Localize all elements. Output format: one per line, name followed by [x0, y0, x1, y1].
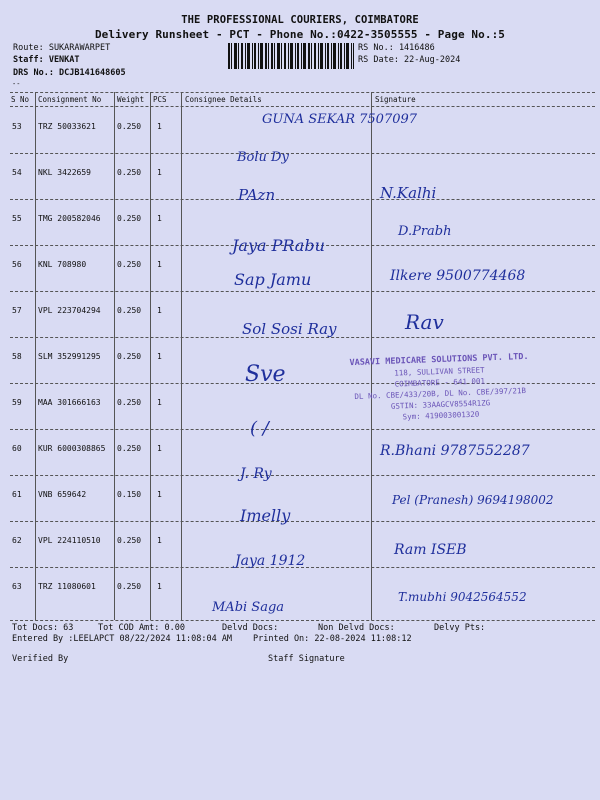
printed-on: Printed On: 22-08-2024 11:08:12 [253, 634, 412, 644]
stamp-address-line: COIMBATORE - 641 001 [394, 376, 486, 389]
row-weight: 0.250 [117, 352, 142, 361]
row-sno: 60 [12, 444, 22, 453]
row-consignment-no: NKL 3422659 [38, 168, 91, 177]
row-sno: 57 [12, 306, 22, 315]
stamp-number-line: Sym: 419003001320 [402, 409, 480, 422]
handwritten-signature: T.mubhi 9042564552 [398, 590, 527, 604]
row-consignment-no: VPL 224110510 [38, 536, 101, 545]
handwritten-signature: N.Kalhi [380, 184, 437, 202]
row-weight: 0.250 [117, 444, 142, 453]
handwritten-signature: D.Prabh [398, 224, 452, 239]
row-consignment-no: TRZ 50033621 [38, 122, 96, 131]
row-pcs: 1 [157, 536, 162, 545]
row-sno: 63 [12, 582, 22, 591]
stamp-company-name: VASAVI MEDICARE SOLUTIONS PVT. LTD. [349, 351, 529, 369]
handwritten-consignee: Sol Sosi Ray [242, 320, 337, 338]
row-consignment-no: KNL 708980 [38, 260, 87, 269]
table-end-rule [10, 620, 595, 621]
entered-by: Entered By :LEELAPCT 08/22/2024 11:08:04 AM [12, 634, 233, 644]
company-stamp [339, 352, 541, 425]
row-weight: 0.250 [117, 306, 142, 315]
handwritten-consignee: ( / [250, 418, 269, 439]
row-sno: 53 [12, 122, 22, 131]
handwritten-signature: Pel (Pranesh) 9694198002 [392, 493, 554, 507]
handwritten-consignee: Sve [245, 362, 286, 387]
handwritten-consignee: Sap Jamu [234, 270, 312, 289]
non-delivered-docs: Non Delvd Docs: [318, 623, 395, 633]
row-pcs: 1 [157, 168, 162, 177]
row-pcs: 1 [157, 352, 162, 361]
verified-by: Verified By [12, 654, 69, 664]
handwritten-signature: Rav [405, 310, 444, 334]
handwritten-consignee: Bolu Dy [237, 150, 289, 165]
dash-marks: -- [12, 80, 21, 88]
runsheet-title: Delivery Runsheet - PCT - Phone No.:0422-3505555 - Page No.:5 [94, 28, 506, 41]
row-weight: 0.250 [117, 122, 142, 131]
row-weight: 0.250 [117, 582, 142, 591]
company-title: THE PROFESSIONAL COURIERS, COIMBATORE [181, 14, 419, 26]
row-weight: 0.250 [117, 214, 142, 223]
row-pcs: 1 [157, 260, 162, 269]
staff-signature: Staff Signature [268, 654, 345, 664]
stamp-address-line: 118, SULLIVAN STREET [394, 365, 485, 378]
staff-label: Staff: VENKAT [13, 55, 80, 65]
table-row [0, 154, 600, 200]
handwritten-consignee: J. Ry [240, 466, 272, 482]
row-consignment-no: SLM 352991295 [38, 352, 101, 361]
row-sno: 62 [12, 536, 22, 545]
row-sno: 61 [12, 490, 22, 499]
delivery-points: Delvy Pts: [434, 623, 486, 633]
row-weight: 0.250 [117, 536, 142, 545]
barcode [228, 43, 354, 69]
drs-number: DRS No.: DCJB141648605 [13, 68, 126, 78]
col-header-weight: Weight [117, 95, 145, 104]
row-consignment-no: KUR 6000308865 [38, 444, 106, 453]
route-label: Route: SUKARAWARPET [13, 43, 111, 53]
col-header-pcs: PCS [153, 95, 167, 104]
row-pcs: 1 [157, 444, 162, 453]
row-pcs: 1 [157, 214, 162, 223]
row-weight: 0.250 [117, 168, 142, 177]
stamp-gstin-line: GSTIN: 33AAGCV8554R1ZG [390, 398, 491, 411]
row-sno: 55 [12, 214, 22, 223]
col-header-signature: Signature [375, 95, 416, 104]
row-consignment-no: VNB 659642 [38, 490, 87, 499]
handwritten-consignee: PAzn [238, 186, 276, 204]
handwritten-signature: R.Bhani 9787552287 [380, 443, 530, 459]
handwritten-consignee: Jaya 1912 [235, 553, 306, 569]
stamp-license-line: DL No. CBE/433/20B, DL No. CBE/397/21B [354, 386, 527, 401]
row-pcs: 1 [157, 122, 162, 131]
delivered-docs: Delvd Docs: [222, 623, 279, 633]
row-pcs: 1 [157, 490, 162, 499]
row-pcs: 1 [157, 582, 162, 591]
row-pcs: 1 [157, 398, 162, 407]
col-header-sno: S No [11, 95, 30, 104]
row-weight: 0.250 [117, 260, 142, 269]
header-rule [10, 92, 595, 93]
row-consignment-no: TRZ 11080601 [38, 582, 96, 591]
handwritten-signature: Ilkere 9500774468 [390, 268, 526, 284]
row-sno: 59 [12, 398, 22, 407]
total-cod-amount: Tot COD Amt: 0.00 [98, 623, 185, 633]
col-header-consignment: Consignment No [38, 95, 102, 104]
handwritten-signature: Ram ISEB [394, 542, 467, 558]
row-consignment-no: TMG 200582046 [38, 214, 101, 223]
handwritten-consignee: MAbi Saga [212, 600, 285, 615]
column-header-rule [10, 106, 595, 107]
rs-number: RS No.: 1416486 [358, 43, 435, 53]
total-docs: Tot Docs: 63 [12, 623, 74, 633]
col-header-consignee: Consignee Details [185, 95, 262, 104]
row-consignment-no: VPL 223704294 [38, 306, 101, 315]
row-sno: 54 [12, 168, 22, 177]
rs-date: RS Date: 22-Aug-2024 [358, 55, 461, 65]
row-weight: 0.250 [117, 398, 142, 407]
handwritten-consignee: GUNA SEKAR 7507097 [262, 112, 418, 127]
row-pcs: 1 [157, 306, 162, 315]
handwritten-consignee: Jaya PRabu [232, 236, 325, 255]
handwritten-consignee: Imelly [240, 506, 291, 525]
row-sno: 56 [12, 260, 22, 269]
row-consignment-no: MAA 301666163 [38, 398, 101, 407]
row-sno: 58 [12, 352, 22, 361]
row-weight: 0.150 [117, 490, 142, 499]
